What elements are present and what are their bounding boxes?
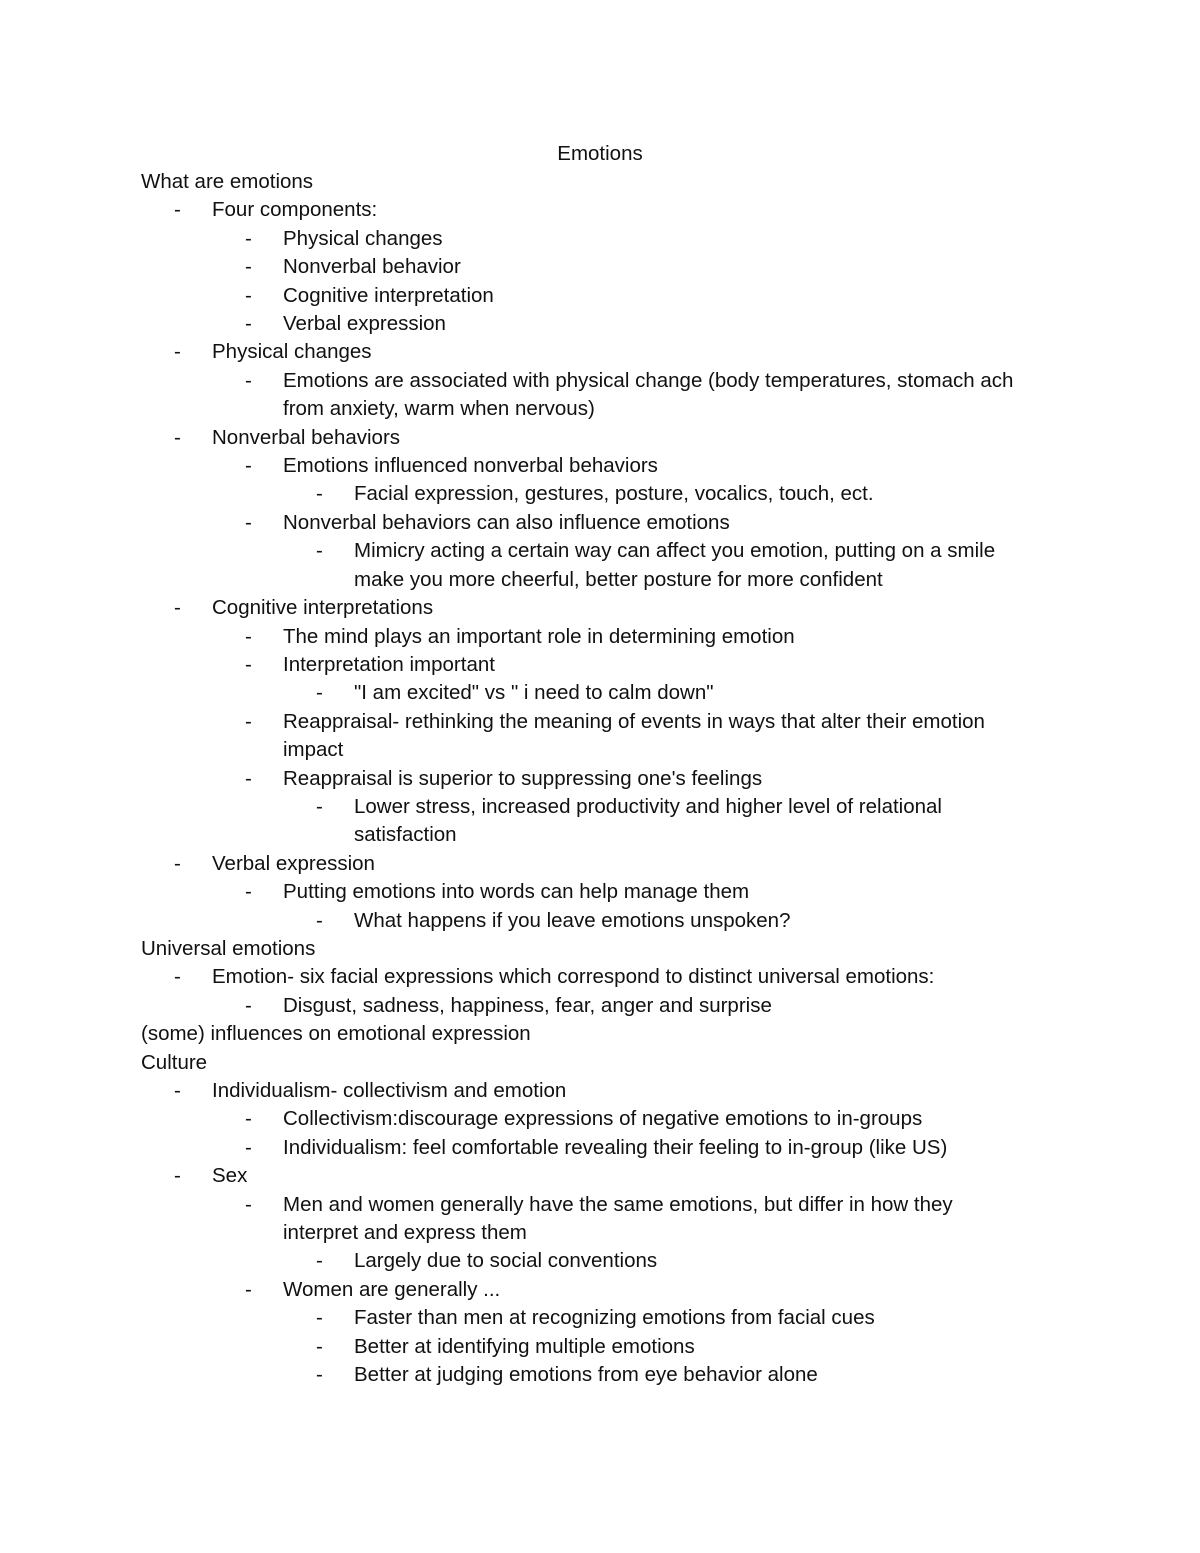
bullet-item [141,708,1061,736]
bullet-dash: - [245,652,252,676]
bullet-item [141,225,1061,253]
line-text: interpret and express them [283,1221,527,1245]
bullet-dash: - [316,1363,323,1387]
line-text: satisfaction [354,823,457,847]
bullet-dash: - [245,993,252,1017]
line-text: Emotions are associated with physical change (body temperatures, stomach ach [283,368,1014,392]
bullet-dash: - [245,368,252,392]
bullet-dash: - [316,539,323,563]
bullet-dash: - [245,624,252,648]
bullet-item [141,253,1061,281]
outline-line-continuation [141,1219,1061,1247]
bullet-item [141,367,1061,395]
line-text: Four components: [212,198,378,222]
line-text: What are emotions [141,170,314,193]
line-text: Disgust, sadness, happiness, fear, anger and surprise [283,993,772,1017]
line-text: Facial expression, gestures, posture, vocalics, touch, ect. [354,482,874,506]
outline-line-continuation [141,395,1061,423]
bullet-dash: - [245,1277,252,1301]
bullet-item [141,878,1061,906]
section-heading [141,1049,1061,1077]
line-text: Better at judging emotions from eye behavior alone [354,1363,818,1387]
line-text: Collectivism:discourage expressions of negative emotions to in-groups [283,1107,923,1131]
bullet-item [141,452,1061,480]
bullet-dash: - [245,510,252,534]
bullet-dash: - [174,425,181,449]
bullet-dash: - [316,1249,323,1273]
outline-line-continuation [141,736,1061,764]
bullet-dash: - [174,1079,181,1102]
bullet-item [141,509,1061,537]
line-text: What happens if you leave emotions unspoken? [354,908,791,932]
line-text: Putting emotions into words can help manage them [283,880,750,904]
bullet-item [141,338,1061,366]
bullet-dash: - [316,908,323,932]
bullet-dash: - [174,965,181,989]
document-body [141,168,1061,1389]
bullet-item [141,963,1061,991]
bullet-dash: - [174,198,181,222]
section-heading [141,1020,1061,1048]
bullet-item [141,1361,1061,1389]
bullet-dash: - [174,340,181,364]
line-text: Better at identifying multiple emotions [354,1334,695,1358]
line-text: from anxiety, warm when nervous) [283,397,595,421]
bullet-item [141,1191,1061,1219]
line-text: Interpretation important [283,652,495,676]
bullet-dash: - [245,283,252,307]
bullet-dash: - [316,482,323,506]
bullet-item [141,1333,1061,1361]
bullet-item [141,594,1061,622]
line-text: Physical changes [283,226,443,250]
bullet-item [141,310,1061,338]
bullet-item [141,679,1061,707]
bullet-dash: - [316,1306,323,1330]
bullet-item [141,1276,1061,1304]
bullet-item [141,907,1061,935]
line-text: Verbal expression [283,312,446,336]
line-text: Nonverbal behavior [283,255,461,279]
line-text: Physical changes [212,340,372,364]
bullet-dash: - [245,226,252,250]
bullet-item [141,282,1061,310]
bullet-item [141,793,1061,821]
line-text: Individualism: feel comfortable revealing their feeling to in-group (like US) [283,1135,948,1159]
section-heading [141,935,1061,963]
bullet-dash: - [245,880,252,904]
line-text: impact [283,738,344,762]
bullet-item [141,992,1061,1020]
bullet-dash: - [245,766,252,790]
bullet-item [141,850,1061,878]
bullet-item [141,651,1061,679]
bullet-item [141,1105,1061,1133]
line-text: Reappraisal- rethinking the meaning of events in ways that alter their emotion [283,709,985,733]
bullet-item [141,480,1061,508]
section-heading [141,168,1061,196]
bullet-dash: - [316,1334,323,1358]
line-text: Emotions influenced nonverbal behaviors [283,454,658,478]
line-text: Nonverbal behaviors can also influence emotions [283,510,730,534]
line-text: Reappraisal is superior to suppressing one's feelings [283,766,763,790]
bullet-dash: - [245,1135,252,1159]
line-text: Universal emotions [141,936,316,960]
bullet-item [141,1162,1061,1190]
line-text: Cognitive interpretations [212,596,434,620]
document-title: Emotions [557,142,643,165]
bullet-dash: - [245,454,252,478]
bullet-dash: - [245,255,252,279]
line-text: Emotion- six facial expressions which correspond to distinct universal emotions: [212,965,935,989]
line-text: (some) influences on emotional expression [141,1022,531,1046]
line-text: The mind plays an important role in determining emotion [283,624,795,648]
bullet-dash: - [245,709,252,733]
bullet-item [141,196,1061,224]
bullet-dash: - [174,1164,181,1188]
bullet-dash: - [316,681,323,705]
bullet-dash: - [245,1107,252,1131]
line-text: Women are generally ... [283,1277,501,1301]
line-text: "I am excited" vs " i need to calm down" [354,681,714,705]
bullet-item [141,765,1061,793]
line-text: Culture [141,1050,208,1074]
line-text: Cognitive interpretation [283,283,494,307]
line-text: Faster than men at recognizing emotions from facial cues [354,1306,875,1330]
bullet-dash: - [174,851,181,875]
line-text: Lower stress, increased productivity and higher level of relational [354,794,942,818]
line-text: Men and women generally have the same emotions, but differ in how they [283,1192,953,1216]
bullet-item [141,1304,1061,1332]
outline-line-continuation [141,566,1061,594]
line-text: make you more cheerful, better posture for more confident [354,567,883,591]
bullet-item [141,1134,1061,1162]
bullet-item [141,424,1061,452]
bullet-dash: - [174,596,181,620]
line-text: Individualism- collectivism and emotion [212,1079,567,1102]
bullet-dash: - [245,312,252,336]
line-text: Mimicry acting a certain way can affect you emotion, putting on a smile [354,539,996,563]
line-text: Nonverbal behaviors [212,425,401,449]
bullet-item [141,623,1061,651]
outline-line-continuation [141,821,1061,849]
line-text: Sex [212,1164,248,1188]
line-text: Largely due to social conventions [354,1249,658,1273]
bullet-item [141,537,1061,565]
bullet-item [141,1247,1061,1275]
bullet-item [141,1077,1061,1105]
line-text: Verbal expression [212,851,375,875]
bullet-dash: - [316,794,323,818]
bullet-dash: - [245,1192,252,1216]
